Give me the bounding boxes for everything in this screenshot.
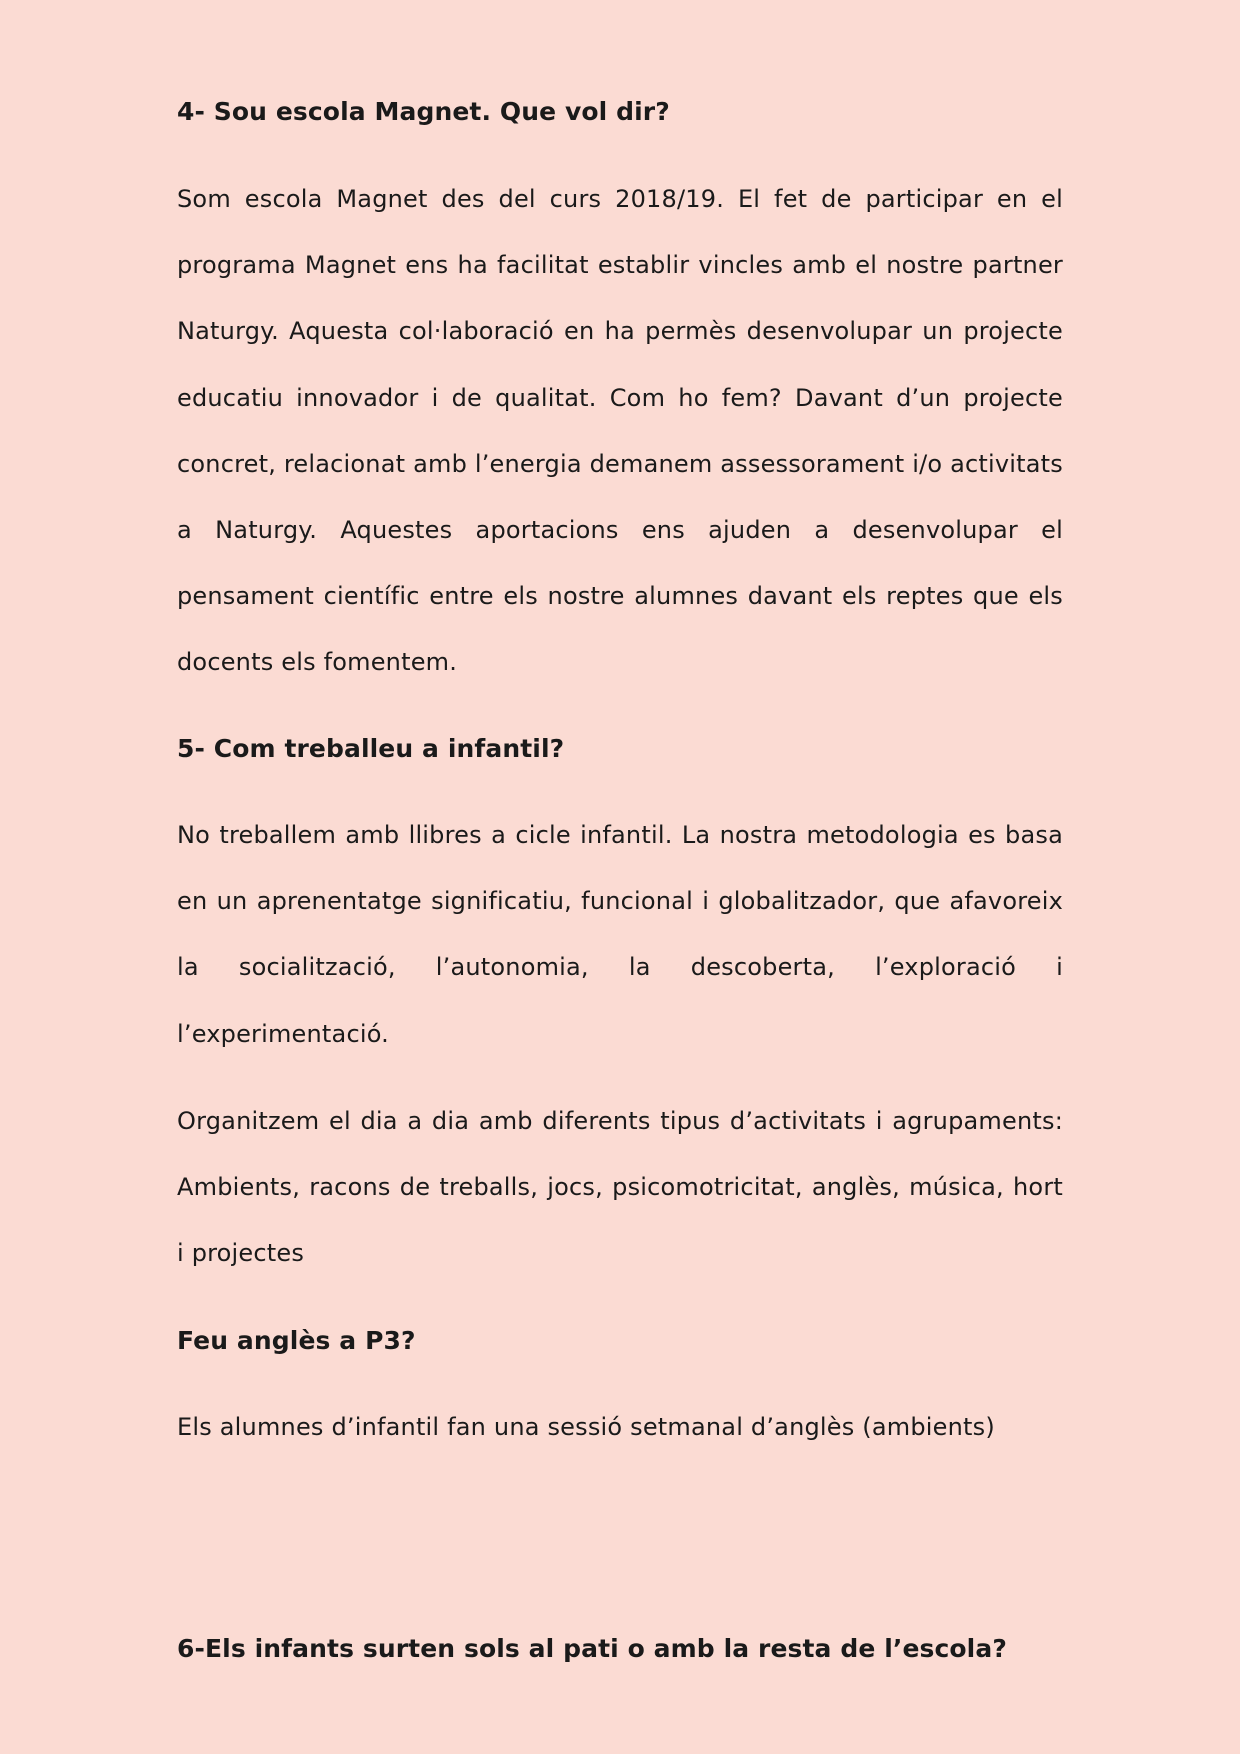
paragraph-magnet-school: Som escola Magnet des del curs 2018/19. El fet de participar en el programa Magnet ens ha facilitat establir vincles amb el nostre partner Naturgy. Aquesta col·laboració en ha permès desenvolupar un projecte educatiu innovador i de qualitat. Com ho fem? Davant d’un projecte concret, relacionat amb l’energia demanem assessorament i/o activitats a Naturgy. Aquestes aportacions ens ajuden a desenvolupar el pensament científic entre els nostre alumnes davant els reptes que els docents els fomentem. (177, 185, 1063, 677)
heading-english-p3: Feu anglès a P3? (177, 1326, 416, 1355)
heading-playground: 6-Els infants surten sols al pati o amb la resta de l’escola? (177, 1634, 1007, 1663)
paragraph-english-sessions: Els alumnes d’infantil fan una sessió setmanal d’anglès (ambients) (177, 1413, 995, 1441)
document-page (177, 0, 1063, 1754)
heading-infantil: 5- Com treballeu a infantil? (177, 734, 565, 763)
paragraph-infantil-organization: Organitzem el dia a dia amb diferents tipus d’activitats i agrupaments: Ambients, racons de treballs, jocs, psicomotricitat, anglès, música, hort i projectes (177, 1107, 1063, 1268)
paragraph-infantil-methodology: No treballem amb llibres a cicle infantil. La nostra metodologia es basa en un aprenentatge significatiu, funcional i globalitzador, que afavoreix la socialització, l’autonomia, la descoberta, l’exploració i l’experimentació. (177, 821, 1063, 1048)
heading-magnet-school: 4- Sou escola Magnet. Que vol dir? (177, 97, 670, 126)
